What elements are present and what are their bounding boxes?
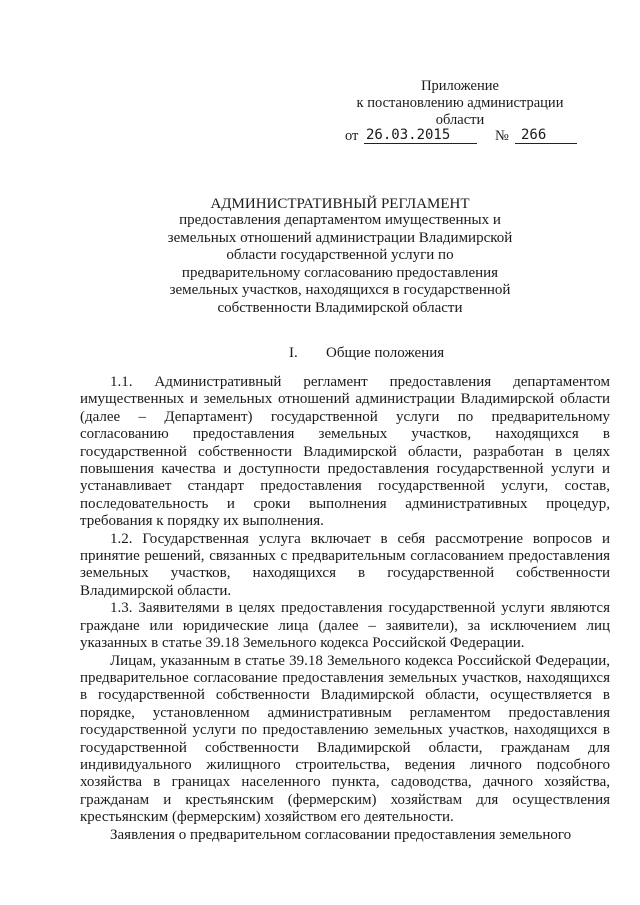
subtitle-line: собственности Владимирской области [217, 299, 463, 316]
subtitle-line: предварительному согласованию предоставления [181, 264, 499, 281]
subtitle-line: предоставления департаментом имущественных и [179, 212, 501, 228]
date-prefix: от [345, 128, 359, 144]
subtitle-line: области государственной услуги по [226, 247, 454, 264]
document-subtitle [80, 212, 600, 318]
section-number: I. [289, 345, 298, 361]
number-sign: № [495, 128, 509, 144]
subtitle-line: земельных участков, находящихся в государственной [169, 282, 511, 299]
appendix-line-3: области [435, 112, 485, 128]
document-title: АДМИНИСТРАТИВНЫЙ РЕГЛАМЕНТ [210, 196, 470, 212]
paragraph: Заявления о предварительном согласовании предоставления земельного [110, 826, 572, 843]
appendix-line-1: Приложение [421, 78, 499, 94]
section-title: Общие положения [326, 345, 445, 361]
resolution-date-number [345, 127, 585, 147]
resolution-number: 266 [521, 127, 547, 143]
appendix-line-2: к постановлению администрации [356, 95, 564, 111]
number-underline [515, 127, 577, 144]
body-text [80, 374, 610, 844]
paragraph: 1.2. Государственная услуга включает в себя рассмотрение вопросов и принятие решений, связанных с предварительным согласованием предоставления земельных участков, находящихся в государственной собственности Владимирской области. [80, 530, 610, 599]
paragraph: Лицам, указанным в статье 39.18 Земельного кодекса Российской Федерации, предварительное согласование предоставления земельных участков, находящихся в государственной собственности Владимирской области, осуществляется в порядке, установленном административным регламентом предоставления государственной услуги по предоставлению земельных участков, находящихся в государственной собственности Владимирской области, гражданам для индивидуального жилищного строительства, ведения личного подсобного хозяйства в границах населенного пункта, садоводства, дачного хозяйства, гражданам и крестьянским (фермерским) хозяйствам для осуществления крестьянским (фермерским) хозяйством его деятельности. [80, 652, 610, 826]
date-underline [364, 127, 477, 144]
paragraph: 1.1. Административный регламент предоставления департаментом имущественных и земельных отношений администрации Владимирской области (далее – Департамент) государственной услуги по предварительному согласованию предоставления земельных участков, находящихся в государственной собственности Владимирской области, разработан в целях повышения качества и доступности предоставления государственной услуги и устанавливает стандарт предоставления государственной услуги, состав, последовательность и сроки выполнения административных процедур, требования к порядку их выполнения. [80, 374, 610, 530]
subtitle-line: земельных отношений администрации Владимирской [167, 229, 513, 246]
paragraph: 1.3. Заявителями в целях предоставления государственной услуги являются граждане или юридические лица (далее – заявители), за исключением лиц указанных в статье 39.18 Земельного кодекса Российской Федерации. [80, 600, 610, 652]
resolution-date: 26.03.2015 [366, 127, 451, 143]
